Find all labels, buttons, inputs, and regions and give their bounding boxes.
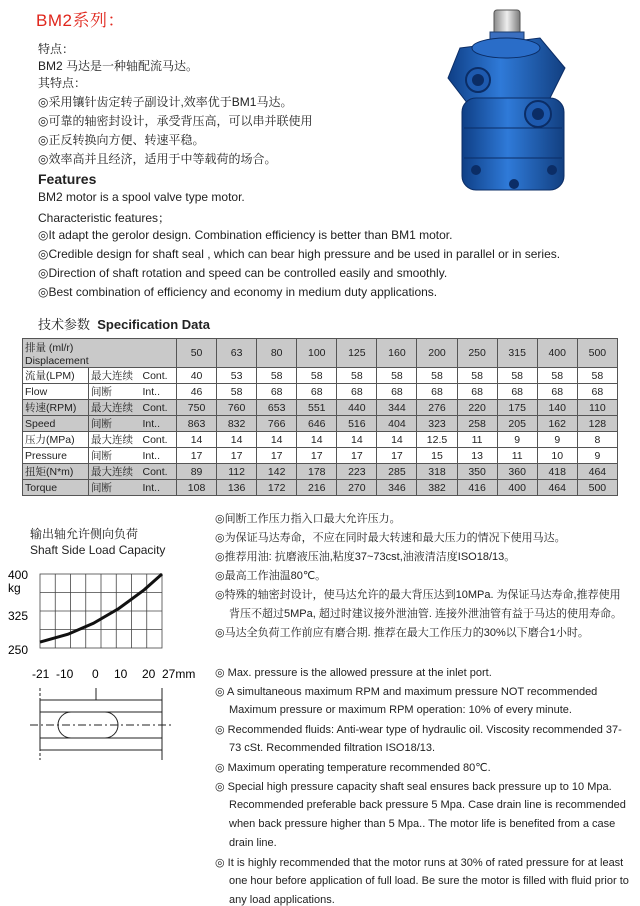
- spec-cell: 14: [257, 432, 297, 448]
- row-sublabel: 间断: [89, 480, 141, 496]
- row-unit: Cont.: [141, 464, 177, 480]
- spec-cell: 646: [297, 416, 337, 432]
- spec-cell: 58: [577, 368, 617, 384]
- row-sublabel: 间断: [89, 448, 141, 464]
- displacement-value: 50: [177, 339, 217, 368]
- zh-sub: 其特点：: [38, 76, 87, 90]
- spec-cell: 350: [457, 464, 497, 480]
- spec-cell: 760: [217, 400, 257, 416]
- en-point: ◎It adapt the gerolor design. Combination efficiency is better than BM1 motor.: [38, 228, 453, 242]
- motor-image: [440, 8, 580, 198]
- spec-cell: 220: [457, 400, 497, 416]
- spec-cell: 128: [577, 416, 617, 432]
- spec-cell: 205: [497, 416, 537, 432]
- spec-cell: 17: [177, 448, 217, 464]
- note-en-line: 73 cSt. Recommended filtration ISO18/13.: [229, 742, 436, 754]
- spec-cell: 344: [377, 400, 417, 416]
- note-en-line: Maximum pressure or maximum RPM operation: 10% of every minute.: [229, 704, 572, 716]
- spec-cell: 318: [417, 464, 457, 480]
- spec-cell: 276: [417, 400, 457, 416]
- spec-cell: 258: [457, 416, 497, 432]
- row-sublabel: 最大连续: [89, 432, 141, 448]
- spec-cell: 750: [177, 400, 217, 416]
- spec-cell: 68: [577, 384, 617, 400]
- row-unit: Int..: [141, 416, 177, 432]
- x-tick-label: 20: [142, 667, 156, 681]
- spec-row: [23, 400, 618, 416]
- chart-caption-en: Shaft Side Load Capacity: [30, 543, 166, 557]
- note-en-line: ◎ Recommended fluids: Anti-wear type of hydraulic oil. Viscosity recommended 37-: [215, 724, 622, 736]
- spec-cell: 58: [337, 368, 377, 384]
- spec-cell: 58: [537, 368, 577, 384]
- spec-cell: 13: [457, 448, 497, 464]
- note-en-line: when back pressure higher than 5 Mpa.. The motor life is benefited from a case: [229, 818, 616, 830]
- chart-caption-zh: 输出轴允许侧向负荷: [30, 527, 139, 541]
- shaft-load-chart: [0, 560, 215, 900]
- spec-cell: 346: [377, 480, 417, 496]
- displacement-value: 200: [417, 339, 457, 368]
- spec-row: [23, 384, 618, 400]
- spec-cell: 172: [257, 480, 297, 496]
- page-title: BM2系列：: [36, 11, 125, 30]
- spec-cell: 464: [537, 480, 577, 496]
- spec-cell: 11: [497, 448, 537, 464]
- note-en-line: ◎ It is highly recommended that the motor runs at 30% of rated pressure for at least: [215, 857, 624, 869]
- note-zh-line: ◎间断工作压力指入口最大允许压力。: [215, 513, 401, 525]
- spec-cell: 270: [337, 480, 377, 496]
- spec-cell: 136: [217, 480, 257, 496]
- spec-cell: 68: [457, 384, 497, 400]
- spec-cell: 216: [297, 480, 337, 496]
- zh-heading: 特点：: [38, 42, 75, 56]
- spec-cell: 285: [377, 464, 417, 480]
- spec-cell: 112: [217, 464, 257, 480]
- spec-cell: 14: [297, 432, 337, 448]
- spec-title: [38, 314, 210, 333]
- spec-cell: 400: [497, 480, 537, 496]
- spec-cell: 68: [417, 384, 457, 400]
- note-zh-line: ◎最高工作油温80℃。: [215, 570, 327, 582]
- spec-cell: 58: [457, 368, 497, 384]
- en-point: ◎Best combination of efficiency and economy in medium duty applications.: [38, 285, 438, 299]
- spec-cell: 162: [537, 416, 577, 432]
- spec-cell: 110: [577, 400, 617, 416]
- spec-cell: 58: [257, 368, 297, 384]
- spec-cell: 516: [337, 416, 377, 432]
- spec-cell: 58: [377, 368, 417, 384]
- row-unit: Int..: [141, 384, 177, 400]
- note-en-line: any load applications.: [229, 894, 335, 906]
- spec-cell: 58: [497, 368, 537, 384]
- note-zh-line: ◎推荐用油: 抗磨液压油,粘度37~73cst,油液清洁度ISO18/13。: [215, 551, 516, 563]
- displacement-label-en: Displacement: [25, 354, 89, 367]
- spec-row: [23, 480, 618, 496]
- spec-cell: 12.5: [417, 432, 457, 448]
- zh-point: ◎采用镶针齿定转子副设计,效率优于BM1马达。: [38, 95, 293, 109]
- en-point: ◎Direction of shaft rotation and speed can be controlled easily and smoothly.: [38, 266, 448, 280]
- zh-intro: BM2 马达是一种轴配流马达。: [38, 59, 199, 73]
- note-en-line: ◎ Maximum operating temperature recommended 80℃.: [215, 762, 491, 774]
- spec-cell: 323: [417, 416, 457, 432]
- row-unit: Int..: [141, 480, 177, 496]
- spec-cell: 404: [377, 416, 417, 432]
- spec-cell: 68: [497, 384, 537, 400]
- spec-cell: 10: [537, 448, 577, 464]
- row-sublabel: 最大连续: [89, 368, 141, 384]
- displacement-value: 125: [337, 339, 377, 368]
- spec-cell: 11: [457, 432, 497, 448]
- row-sublabel: 最大连续: [89, 464, 141, 480]
- row-unit: Cont.: [141, 368, 177, 384]
- spec-cell: 9: [537, 432, 577, 448]
- spec-table: [22, 338, 618, 496]
- spec-cell: 58: [217, 384, 257, 400]
- row-label: Speed: [23, 416, 89, 432]
- spec-title-zh: 技术参数: [38, 317, 91, 332]
- spec-cell: 17: [377, 448, 417, 464]
- row-label: 扭矩(N*m): [23, 464, 89, 480]
- spec-row: [23, 368, 618, 384]
- shaft-drawing: [30, 688, 172, 760]
- displacement-value: 160: [377, 339, 417, 368]
- spec-cell: 140: [537, 400, 577, 416]
- spec-cell: 14: [217, 432, 257, 448]
- spec-cell: 17: [257, 448, 297, 464]
- note-en-line: ◎ A simultaneous maximum RPM and maximum pressure NOT recommended: [215, 686, 598, 698]
- row-label: Torque: [23, 480, 89, 496]
- row-sublabel: 最大连续: [89, 400, 141, 416]
- spec-cell: 418: [537, 464, 577, 480]
- displacement-label-zh: 排量 (ml/r): [25, 341, 74, 354]
- spec-row: [23, 448, 618, 464]
- spec-cell: 175: [497, 400, 537, 416]
- row-label: Flow: [23, 384, 89, 400]
- row-label: Pressure: [23, 448, 89, 464]
- spec-cell: 416: [457, 480, 497, 496]
- y-tick-label: 325: [8, 609, 29, 623]
- row-label: 转速(RPM): [23, 400, 89, 416]
- spec-cell: 551: [297, 400, 337, 416]
- spec-cell: 500: [577, 480, 617, 496]
- spec-cell: 8: [577, 432, 617, 448]
- spec-cell: 58: [297, 368, 337, 384]
- spec-title-en: Specification Data: [97, 317, 210, 332]
- spec-cell: 17: [297, 448, 337, 464]
- spec-cell: 68: [537, 384, 577, 400]
- spec-cell: 832: [217, 416, 257, 432]
- spec-cell: 223: [337, 464, 377, 480]
- spec-cell: 14: [177, 432, 217, 448]
- x-tick-label: 0: [92, 667, 99, 681]
- note-en-line: ◎ Special high pressure capacity shaft seal ensures back pressure up to 10 Mpa.: [215, 781, 612, 793]
- row-sublabel: 间断: [89, 384, 141, 400]
- displacement-value: 500: [577, 339, 617, 368]
- zh-point: ◎可靠的轴密封设计，承受背压高，可以串并联使用: [38, 114, 313, 128]
- y-tick-label: 250: [8, 643, 29, 657]
- spec-cell: 68: [377, 384, 417, 400]
- note-zh-line: ◎特殊的轴密封设计，使马达允许的最大背压达到10MPa. 为保证马达寿命,推荐使用: [215, 589, 621, 601]
- zh-point: ◎正反转换向方便、转速平稳。: [38, 133, 205, 147]
- displacement-value: 400: [537, 339, 577, 368]
- spec-row: [23, 416, 618, 432]
- spec-row: [23, 464, 618, 480]
- spec-cell: 108: [177, 480, 217, 496]
- row-label: 压力(MPa): [23, 432, 89, 448]
- x-tick-label: 10: [114, 667, 128, 681]
- spec-cell: 68: [297, 384, 337, 400]
- note-zh-line: 背压不超过5MPa, 超过时建议接外泄油管. 连接外泄油管有益于马达的使用寿命。: [229, 608, 622, 620]
- note-en-line: drain line.: [229, 837, 277, 849]
- spec-cell: 89: [177, 464, 217, 480]
- spec-cell: 360: [497, 464, 537, 480]
- spec-row: [23, 432, 618, 448]
- spec-cell: 653: [257, 400, 297, 416]
- row-unit: Cont.: [141, 432, 177, 448]
- spec-cell: 382: [417, 480, 457, 496]
- spec-cell: 178: [297, 464, 337, 480]
- x-tick-label: 27mm: [162, 667, 196, 681]
- zh-point: ◎效率高并且经济，适用于中等载荷的场合。: [38, 152, 277, 166]
- displacement-value: 80: [257, 339, 297, 368]
- displacement-label: [23, 339, 177, 368]
- spec-cell: 9: [577, 448, 617, 464]
- displacement-value: 100: [297, 339, 337, 368]
- y-tick-label: 400: [8, 568, 29, 582]
- en-intro: BM2 motor is a spool valve type motor.: [38, 190, 245, 204]
- spec-cell: 440: [337, 400, 377, 416]
- y-unit: kg: [8, 581, 21, 595]
- spec-cell: 40: [177, 368, 217, 384]
- en-point: ◎Credible design for shaft seal , which can bear high pressure and be used in parallel or in series.: [38, 247, 561, 261]
- spec-cell: 68: [337, 384, 377, 400]
- en-sub: Characteristic features；: [38, 211, 171, 225]
- spec-cell: 46: [177, 384, 217, 400]
- spec-cell: 17: [217, 448, 257, 464]
- row-unit: Cont.: [141, 400, 177, 416]
- spec-cell: 766: [257, 416, 297, 432]
- spec-cell: 14: [377, 432, 417, 448]
- note-en-line: Recommended preferable back pressure 5 Mpa. Case drain line is recommended: [229, 799, 626, 811]
- note-en-line: one hour before application of full load. Be sure the motor is filled with fluid prior to: [229, 875, 629, 887]
- x-tick-label: -21: [32, 667, 50, 681]
- spec-cell: 142: [257, 464, 297, 480]
- row-sublabel: 间断: [89, 416, 141, 432]
- row-unit: Int..: [141, 448, 177, 464]
- spec-cell: 17: [337, 448, 377, 464]
- spec-cell: 53: [217, 368, 257, 384]
- x-tick-labels: [32, 667, 195, 681]
- spec-cell: 464: [577, 464, 617, 480]
- displacement-value: 250: [457, 339, 497, 368]
- spec-cell: 15: [417, 448, 457, 464]
- displacement-row: [23, 339, 618, 368]
- x-tick-label: -10: [56, 667, 74, 681]
- spec-cell: 863: [177, 416, 217, 432]
- displacement-value: 63: [217, 339, 257, 368]
- note-zh-line: ◎马达全负荷工作前应有磨合期. 推荐在最大工作压力的30%以下磨合1小时。: [215, 627, 589, 639]
- features-heading: Features: [38, 171, 97, 187]
- displacement-value: 315: [497, 339, 537, 368]
- spec-cell: 14: [337, 432, 377, 448]
- spec-cell: 68: [257, 384, 297, 400]
- row-label: 流量(LPM): [23, 368, 89, 384]
- note-zh-line: ◎为保证马达寿命，不应在同时最大转速和最大压力的情况下使用马达。: [215, 532, 566, 544]
- spec-cell: 58: [417, 368, 457, 384]
- note-en-line: ◎ Max. pressure is the allowed pressure at the inlet port.: [215, 667, 492, 679]
- spec-cell: 9: [497, 432, 537, 448]
